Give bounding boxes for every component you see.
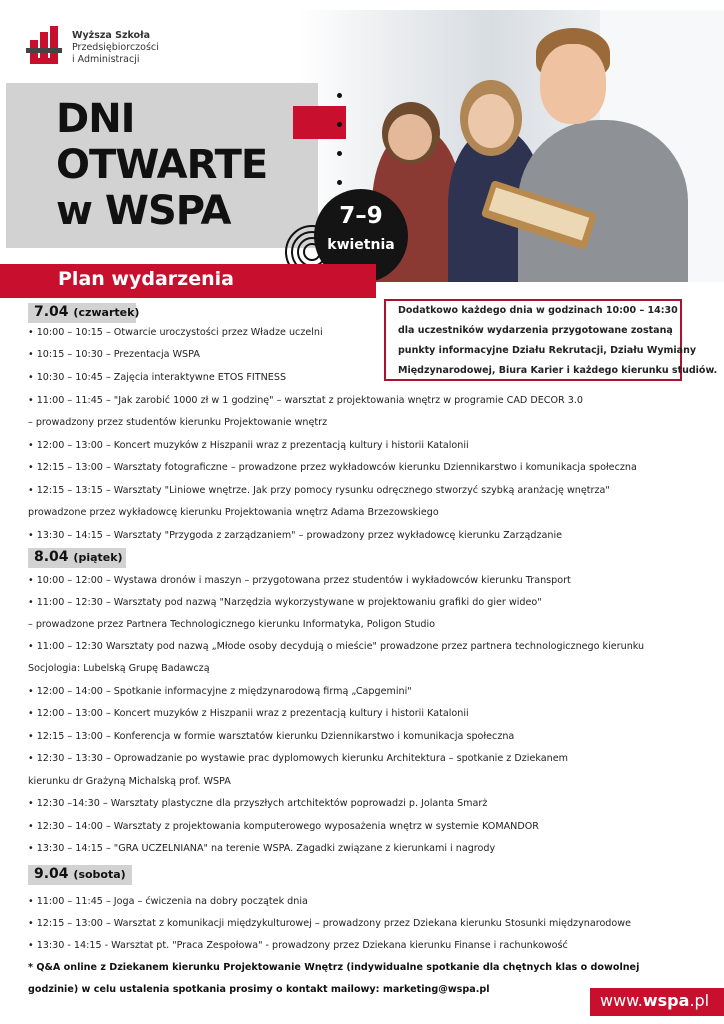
schedule-item: • 10:00 – 10:15 – Otwarcie uroczystości przez Władze uczelni <box>28 327 323 338</box>
schedule-item: • 11:00 – 11:45 – "Jak zarobić 1000 zł w 1 godzinę" – warsztat z projektowania wnętrz w programie CAD DECOR 3.0 <box>28 395 584 406</box>
schedule-item: • 12:00 – 14:00 – Spotkanie informacyjne z międzynarodową firmą „Capgemini" <box>28 686 412 697</box>
dot-decoration <box>337 180 342 185</box>
schedule-item: • 13:30 – 14:15 – Warsztaty "Przygoda z zarządzaniem" – prowadzony przez wykładowcę kierunku Zarządzanie <box>28 530 563 541</box>
day-header-7-04 <box>34 304 139 320</box>
day-date: 7.04 <box>34 304 69 320</box>
day-header-9-04 <box>34 866 126 882</box>
schedule-item: • 12:30 – 14:00 – Warsztaty z projektowania komputerowego wyposażenia wnętrz w systemie KOMANDOR <box>28 821 539 832</box>
schedule-item: prowadzone przez wykładowcę kierunku Projektowania wnętrz Adama Brzezowskiego <box>28 507 439 518</box>
day-weekday: (sobota) <box>73 868 126 881</box>
schedule-item: • 10:00 – 12:00 – Wystawa dronów i maszyn – przygotowana przez studentów i wykładowców kierunku Transport <box>28 575 571 586</box>
info-line: punkty informacyjne Działu Rekrutacji, Działu Wymiany <box>398 345 697 356</box>
day-date: 8.04 <box>34 549 69 565</box>
schedule-item: • 13:30 - 14:15 - Warsztat pt. "Praca Zespołowa" - prowadzony przez Dziekana kierunku Finanse i rachunkowość <box>28 940 568 951</box>
website-link[interactable] <box>600 991 709 1010</box>
title-line-3: w WSPA <box>56 188 231 234</box>
schedule-item: • 12:15 – 13:15 – Warsztaty "Liniowe wnętrze. Jak przy pomocy rysunku odręcznego stworzyć szybką aranżację wnętrza" <box>28 485 610 496</box>
day-header-8-04 <box>34 549 123 565</box>
schedule-item: • 11:00 – 11:45 – Joga – ćwiczenia na dobry początek dnia <box>28 896 308 907</box>
url-brand: wspa <box>642 991 690 1010</box>
day-weekday: (czwartek) <box>73 306 140 319</box>
logo-line-3: i Administracji <box>72 54 140 65</box>
day-weekday: (piątek) <box>73 551 123 564</box>
schedule-item: • 12:15 – 13:00 – Konferencja w formie warsztatów kierunku Dziennikarstwo i komunikacja społeczna <box>28 731 515 742</box>
schedule-item: • 12:30 – 13:30 – Oprowadzanie po wystawie prac dyplomowych kierunku Architektura – spotkanie z Dziekanem <box>28 753 568 764</box>
date-range: 7–9 <box>339 203 383 229</box>
schedule-item: • 11:00 – 12:30 – Warsztaty pod nazwą "Narzędzia wykorzystywane w projektowaniu grafiki do gier wideo" <box>28 597 542 608</box>
schedule-item: • 12:30 –14:30 – Warsztaty plastyczne dla przyszłych artchitektów poprowadzi p. Jolanta Smarż <box>28 798 488 809</box>
title-line-1: DNI <box>56 96 135 142</box>
schedule-item: Socjologia: Lubelską Grupę Badawczą <box>28 663 210 674</box>
plan-heading: Plan wydarzenia <box>58 268 234 290</box>
dot-decoration <box>337 151 342 156</box>
logo-text <box>72 30 159 66</box>
logo-line-2: Przedsiębiorczości <box>72 42 159 53</box>
url-suffix: .pl <box>689 991 710 1010</box>
url-prefix: www. <box>600 991 643 1010</box>
schedule-item: • 12:00 – 13:00 – Koncert muzyków z Hiszpanii wraz z prezentacją kultury i historii Katalonii <box>28 708 469 719</box>
schedule-item: • 12:15 – 13:00 – Warsztaty fotograficzne – prowadzone przez wykładowców kierunku Dziennikarstwo i komunikacja społeczna <box>28 462 637 473</box>
schedule-item: kierunku dr Grażyną Michalską prof. WSPA <box>28 776 231 787</box>
schedule-item: • 10:30 – 10:45 – Zajęcia interaktywne ETOS FITNESS <box>28 372 287 383</box>
schedule-item: • 12:00 – 13:00 – Koncert muzyków z Hiszpanii wraz z prezentacją kultury i historii Katalonii <box>28 440 469 451</box>
footnote-line: godzinie) w celu ustalenia spotkania prosimy o kontakt mailowy: marketing@wspa.pl <box>28 984 490 995</box>
info-line: Międzynarodowej, Biura Karier i każdego kierunku studiów. <box>398 365 718 376</box>
info-line: dla uczestników wydarzenia przygotowane zostaną <box>398 325 673 336</box>
schedule-item: • 12:15 – 13:00 – Warsztat z komunikacji międzykulturowej – prowadzony przez Dziekana kierunku Stosunki międzynarodowe <box>28 918 632 929</box>
schedule-item: • 11:00 – 12:30 Warsztaty pod nazwą „Młode osoby decydują o mieście" prowadzone przez partnera technologicznego kierunku <box>28 641 645 652</box>
schedule-item: – prowadzone przez Partnera Technologicznego kierunku Informatyka, Poligon Studio <box>28 619 436 630</box>
day-date: 9.04 <box>34 866 69 882</box>
footnote-line: * Q&A online z Dziekanem kierunku Projektowanie Wnętrz (indywidualne spotkanie dla chętnych klas o dowolnej <box>28 962 640 973</box>
title-line-2: OTWARTE <box>56 142 268 188</box>
logo-line-1: Wyższa Szkoła <box>72 30 150 41</box>
info-line: Dodatkowo każdego dnia w godzinach 10:00 – 14:30 <box>398 305 678 316</box>
dot-decoration <box>337 93 342 98</box>
schedule-item: – prowadzony przez studentów kierunku Projektowanie wnętrz <box>28 417 328 428</box>
dot-decoration <box>337 122 342 127</box>
date-month: kwietnia <box>327 237 395 253</box>
schedule-item: • 13:30 – 14:15 – "GRA UCZELNIANA" na terenie WSPA. Zagadki związane z kierunkami i nagrody <box>28 843 496 854</box>
schedule-item: • 10:15 – 10:30 – Prezentacja WSPA <box>28 349 200 360</box>
